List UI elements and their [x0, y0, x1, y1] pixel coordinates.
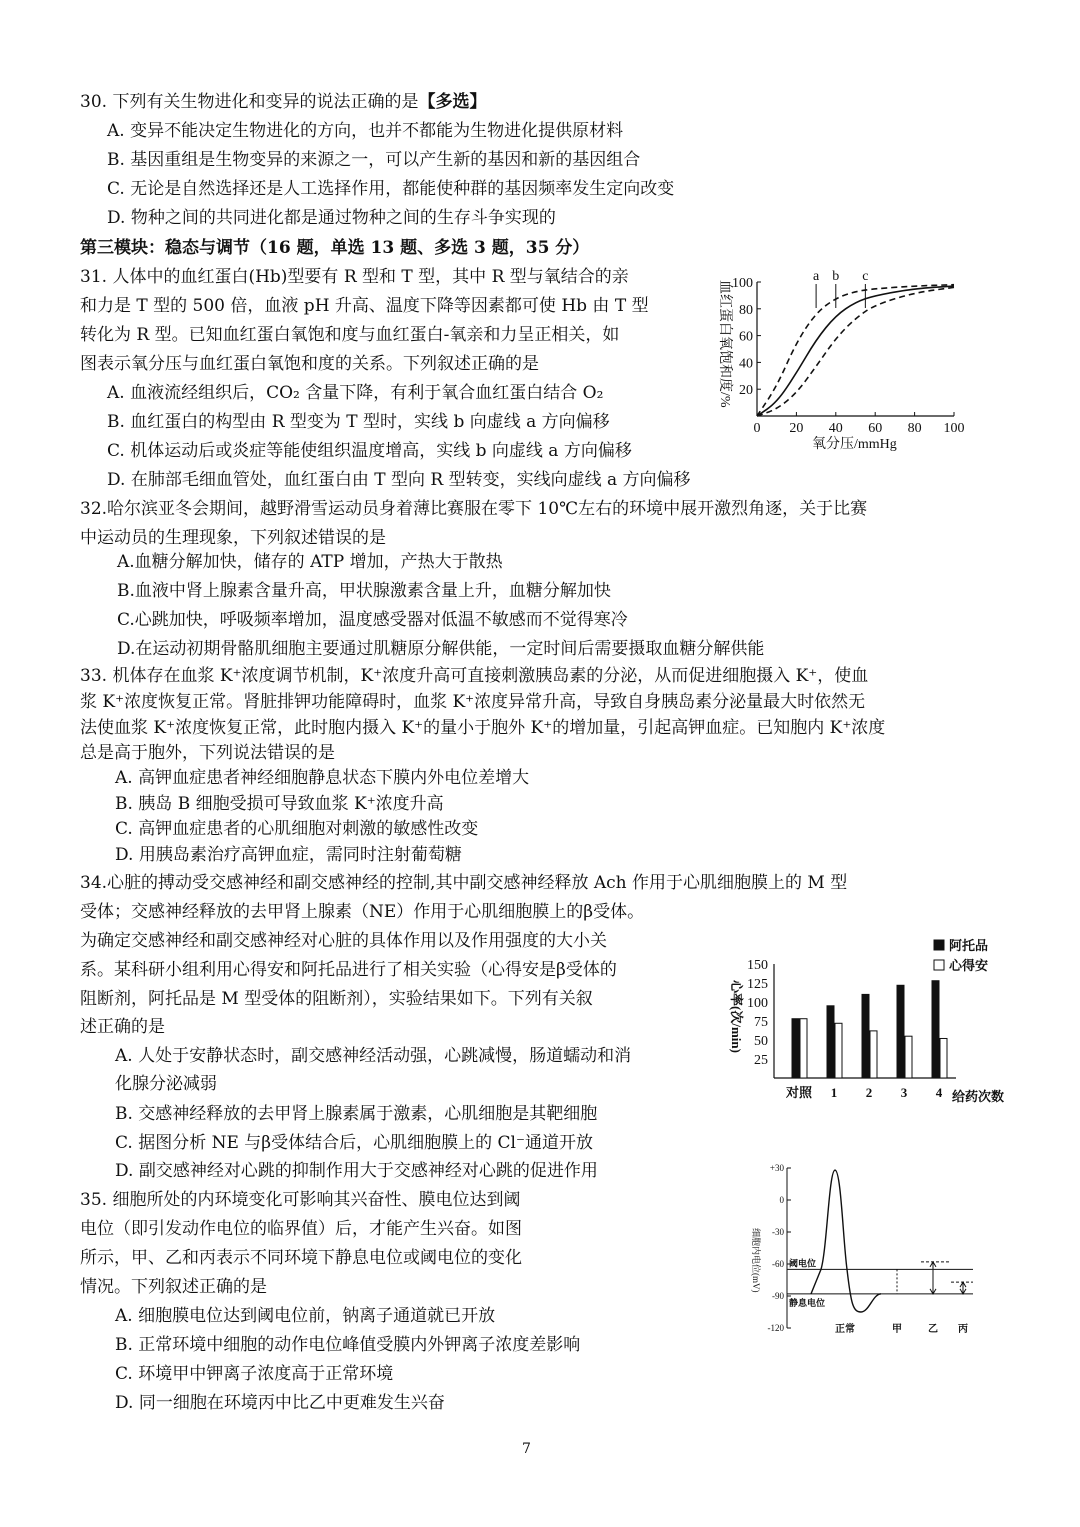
mp-category-label: 丙	[958, 1324, 968, 1335]
o2-curve-label-b: b	[832, 269, 840, 284]
q34-line-6: 述正确的是	[80, 1017, 165, 1037]
membrane-potential-chart	[745, 1158, 985, 1338]
mp-y-tick-label: -90	[772, 1291, 784, 1301]
q32-option-b: B.血液中肾上腺素含量升高，甲状腺激素含量上升，血糖分解加快	[117, 581, 611, 601]
q32-option-a: A.血糖分解加快，储存的 ATP 增加，产热大于散热	[117, 552, 503, 572]
module3-title: 第三模块：稳态与调节（16 题，单选 13 题、多选 3 题，35 分）	[80, 238, 590, 258]
hr-y-tick-label: 50	[754, 1034, 768, 1049]
mp-y-tick-label: -30	[772, 1227, 784, 1237]
hr-legend-swatch	[934, 960, 944, 970]
mp-y-tick-label: 0	[779, 1195, 784, 1205]
q34-option-a: A. 人处于安静状态时，副交感神经活动强，心跳减慢，肠道蠕动和消	[115, 1046, 632, 1066]
q35-line-2: 电位（即引发动作电位的临界值）后，才能产生兴奋。如图	[80, 1219, 522, 1239]
mp-y-tick-label: +30	[769, 1163, 784, 1173]
q34-option-a-cont: 化腺分泌减弱	[115, 1074, 217, 1094]
hr-bar-atropine	[862, 994, 869, 1078]
q31-option-d: D. 在肺部毛细血管处，血红蛋白由 T 型向 R 型转变，实线向虚线 a 方向偏移	[107, 470, 691, 490]
q31-option-a: A. 血液流经组织后，CO₂ 含量下降，有利于氧合血红蛋白结合 O₂	[107, 383, 604, 403]
o2-x-tick-label: 80	[907, 421, 922, 436]
hr-chart-ylabel: 心率(次/min)	[729, 980, 744, 1053]
o2-curve-c	[757, 287, 954, 416]
q33-line-3: 法使血浆 K⁺浓度恢复正常，此时胞内摄入 K⁺的量小于胞外 K⁺的增加量，引起高钾血症。已知胞内 K⁺浓度	[80, 718, 886, 738]
o2-y-tick-label: 80	[739, 302, 753, 318]
o2-chart-xlabel: 氧分压/mmHg	[812, 437, 897, 452]
o2-curve-b	[757, 286, 954, 416]
mp-action-potential-curve	[811, 1170, 881, 1312]
o2-x-tick-label: 60	[868, 421, 883, 436]
q35-line-1: 35. 细胞所处的内环境变化可影响其兴奋性、膜电位达到阈	[80, 1190, 521, 1210]
q34-line-4: 系。某科研小组利用心得安和阿托品进行了相关实验（心得安是β受体的	[80, 960, 617, 980]
o2-x-tick-label: 0	[753, 421, 761, 436]
mp-category-label: 甲	[892, 1324, 902, 1335]
q30-option-c: C. 无论是自然选择还是人工选择作用，都能使种群的基因频率发生定向改变	[107, 179, 675, 199]
q33-option-a: A. 高钾血症患者神经细胞静息状态下膜内外电位差增大	[115, 768, 530, 788]
hr-legend-label: 阿托品	[949, 938, 989, 953]
hr-chart-xlabel: 给药次数	[952, 1089, 1005, 1104]
q34-line-2: 受体；交感神经释放的去甲肾上腺素（NE）作用于心肌细胞膜上的β受体。	[80, 902, 645, 922]
q31-line-1: 31. 人体中的血红蛋白(Hb)型要有 R 型和 T 型，其中 R 型与氧结合的亲	[80, 267, 629, 287]
hr-y-tick-label: 100	[747, 996, 768, 1011]
hr-bar-propranolol	[870, 1031, 877, 1078]
o2-y-tick-label: 20	[739, 383, 753, 399]
hr-category-label: 1	[830, 1085, 838, 1100]
q33-line-4: 总是高于胞外，下列说法错误的是	[80, 743, 335, 763]
hr-bar-atropine	[792, 1019, 799, 1078]
o2-chart-ylabel: 血红蛋白氧饱和度/%	[717, 280, 732, 408]
q35-option-c: C. 环境甲中钾离子浓度高于正常环境	[115, 1364, 394, 1384]
hr-category-label: 2	[865, 1085, 873, 1100]
q34-option-d: D. 副交感神经对心跳的抑制作用大于交感神经对心跳的促进作用	[115, 1161, 598, 1181]
hr-y-tick-label: 150	[747, 958, 768, 973]
o2-curve-a	[757, 285, 954, 416]
q35-option-a: A. 细胞膜电位达到阈电位前，钠离子通道就已开放	[115, 1306, 496, 1326]
mp-y-tick-label: -120	[767, 1323, 784, 1333]
page-number: 7	[522, 1441, 531, 1457]
hr-bar-propranolol	[940, 1038, 947, 1078]
mp-category-label: 乙	[928, 1324, 938, 1335]
o2-x-tick-label: 100	[943, 421, 965, 436]
hr-legend-label: 心得安	[949, 958, 989, 973]
q33-line-2: 浆 K⁺浓度恢复正常。肾脏排钾功能障碍时，血浆 K⁺浓度异常升高，导致自身胰岛素分泌量最大时依然无	[80, 692, 866, 712]
heart-rate-chart	[716, 930, 1026, 1110]
hr-bar-propranolol	[905, 1036, 912, 1078]
q30-stem: 30. 下列有关生物进化和变异的说法正确的是【多选】	[80, 92, 487, 112]
mp-chart-ylabel: 细胞内电位(mV)	[751, 1228, 761, 1293]
mp-y-tick-label: -60	[772, 1259, 784, 1269]
q32-line-2: 中运动员的生理现象，下列叙述错误的是	[80, 528, 386, 548]
o2-curve-label-c: c	[862, 269, 869, 284]
q34-line-5: 阻断剂，阿托品是 M 型受体的阻断剂），实验结果如下。下列有关叙	[80, 989, 593, 1009]
oxygen-saturation-chart	[712, 268, 974, 460]
q35-line-4: 情况。下列叙述正确的是	[80, 1277, 267, 1297]
q33-option-d: D. 用胰岛素治疗高钾血症，需同时注射葡萄糖	[115, 845, 462, 865]
hr-category-label: 4	[935, 1085, 943, 1100]
hr-legend-swatch	[934, 940, 944, 950]
hr-bar-propranolol	[835, 1023, 842, 1078]
q34-option-b: B. 交感神经释放的去甲肾上腺素属于激素，心肌细胞是其靶细胞	[115, 1104, 598, 1124]
q31-line-4: 图表示氧分压与血红蛋白氧饱和度的关系。下列叙述正确的是	[80, 354, 539, 374]
o2-curve-label-a: a	[812, 269, 820, 284]
q33-line-1: 33. 机体存在血浆 K⁺浓度调节机制，K⁺浓度升高可直接刺激胰岛素的分泌，从而促进细胞摄入 K⁺，使血	[80, 666, 869, 686]
o2-y-tick-label: 40	[739, 356, 753, 372]
q31-option-c: C. 机体运动后或炎症等能使组织温度增高，实线 b 向虚线 a 方向偏移	[107, 441, 632, 461]
o2-x-tick-label: 40	[828, 421, 843, 436]
q35-option-d: D. 同一细胞在环境丙中比乙中更难发生兴奋	[115, 1393, 445, 1413]
hr-bar-atropine	[897, 985, 904, 1078]
q31-option-b: B. 血红蛋白的构型由 R 型变为 T 型时，实线 b 向虚线 a 方向偏移	[107, 412, 610, 432]
hr-bar-atropine	[932, 981, 939, 1078]
mp-resting-label: 静息电位	[789, 1297, 826, 1308]
hr-category-label: 3	[900, 1085, 908, 1100]
q35-option-b: B. 正常环境中细胞的动作电位峰值受膜内外钾离子浓度差影响	[115, 1335, 581, 1355]
q34-option-c: C. 据图分析 NE 与β受体结合后，心肌细胞膜上的 Cl⁻通道开放	[115, 1133, 593, 1153]
q31-line-2: 和力是 T 型的 500 倍，血液 pH 升高、温度下降等因素都可使 Hb 由 T 型	[80, 296, 649, 316]
q35-line-3: 所示，甲、乙和丙表示不同环境下静息电位或阈电位的变化	[80, 1248, 522, 1268]
o2-x-tick-label: 20	[789, 421, 804, 436]
q30-option-b: B. 基因重组是生物变异的来源之一，可以产生新的基因和新的基因组合	[107, 150, 641, 170]
hr-y-tick-label: 25	[754, 1053, 768, 1068]
hr-y-tick-label: 75	[754, 1015, 768, 1030]
q34-line-3: 为确定交感神经和副交感神经对心脏的具体作用以及作用强度的大小关	[80, 931, 607, 951]
q30-option-d: D. 物种之间的共同进化都是通过物种之间的生存斗争实现的	[107, 208, 556, 228]
q32-line-1: 32.哈尔滨亚冬会期间，越野滑雪运动员身着薄比赛服在零下 10℃左右的环境中展开激烈角逐，关于比赛	[80, 499, 868, 519]
o2-y-tick-label: 100	[732, 276, 753, 291]
mp-category-label: 正常	[835, 1324, 855, 1335]
q32-option-c: C.心跳加快，呼吸频率增加，温度感受器对低温不敏感而不觉得寒冷	[117, 610, 628, 630]
hr-y-tick-label: 125	[747, 977, 768, 992]
q30-option-a: A. 变异不能决定生物进化的方向，也并不都能为生物进化提供原材料	[107, 121, 624, 141]
hr-category-label: 对照	[785, 1085, 813, 1100]
q33-option-c: C. 高钾血症患者的心肌细胞对刺激的敏感性改变	[115, 819, 479, 839]
q34-line-1: 34.心脏的搏动受交感神经和副交感神经的控制,其中副交感神经释放 Ach 作用于心肌细胞膜上的 M 型	[80, 873, 848, 893]
mp-threshold-label: 阈电位	[789, 1258, 817, 1269]
o2-y-tick-label: 60	[739, 329, 753, 345]
q32-option-d: D.在运动初期骨骼肌细胞主要通过肌糖原分解供能，一定时间后需要摄取血糖分解供能	[117, 639, 765, 659]
q33-option-b: B. 胰岛 B 细胞受损可导致血浆 K⁺浓度升高	[115, 794, 444, 814]
q31-line-3: 转化为 R 型。已知血红蛋白氧饱和度与血红蛋白-氧亲和力呈正相关，如	[80, 325, 620, 345]
hr-bar-atropine	[827, 1006, 834, 1078]
hr-bar-propranolol	[800, 1019, 807, 1078]
